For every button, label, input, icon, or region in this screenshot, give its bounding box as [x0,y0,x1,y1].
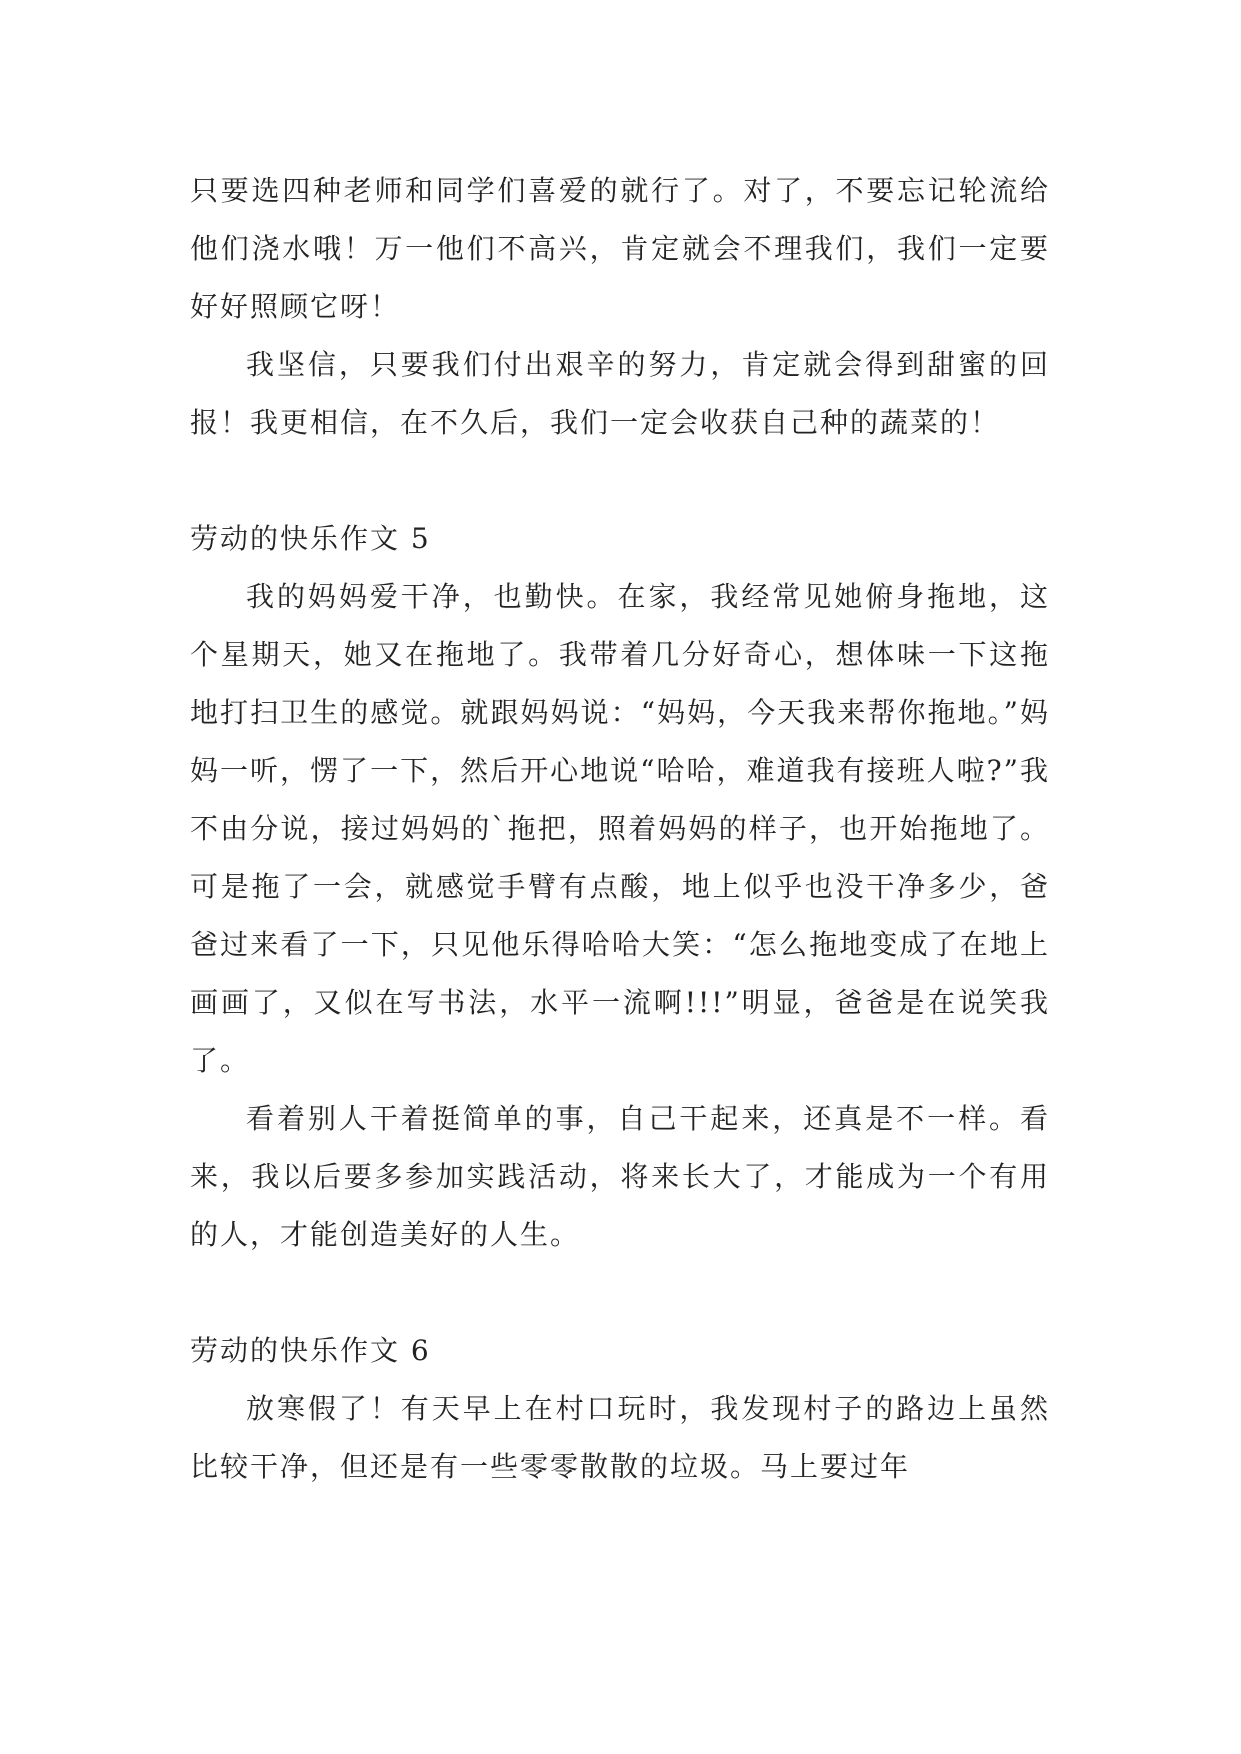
paragraph-conclusion-4: 我坚信，只要我们付出艰辛的努力，肯定就会得到甜蜜的回报！我更相信，在不久后，我们一定会收获自己种的蔬菜的！ [190,348,1050,439]
document-page [190,162,1050,1496]
essay-title-6: 劳动的快乐作文 6 [190,1334,431,1367]
paragraph-continued: 只要选四种老师和同学们喜爱的就行了。对了，不要忘记轮流给他们浇水哦！万一他们不高兴，肯定就会不理我们，我们一定要好好照顾它呀！ [190,174,1050,323]
paragraph-essay5-conclusion: 看着别人干着挺简单的事，自己干起来，还真是不一样。看来，我以后要多参加实践活动，将来长大了，才能成为一个有用的人，才能创造美好的人生。 [190,1102,1050,1251]
section-gap [190,452,1050,510]
paragraph-essay6-body: 放寒假了！有天早上在村口玩时，我发现村子的路边上虽然比较干净，但还是有一些零零散散的垃圾。马上要过年 [190,1392,1050,1483]
paragraph-essay5-body: 我的妈妈爱干净，也勤快。在家，我经常见她俯身拖地，这个星期天，她又在拖地了。我带着几分好奇心，想体味一下这拖地打扫卫生的感觉。就跟妈妈说：“妈妈，今天我来帮你拖地。”妈妈一听，愣了一下，然后开心地说“哈哈，难道我有接班人啦?”我不由分说，接过妈妈的`拖把，照着妈妈的样子，也开始拖地了。可是拖了一会，就感觉手臂有点酸，地上似乎也没干净多少，爸爸过来看了一下，只见他乐得哈哈大笑：“怎么拖地变成了在地上画画了，又似在写书法，水平一流啊!!!”明显，爸爸是在说笑我了。 [190,580,1050,1077]
section-gap [190,1264,1050,1322]
essay-title-5: 劳动的快乐作文 5 [190,522,431,555]
